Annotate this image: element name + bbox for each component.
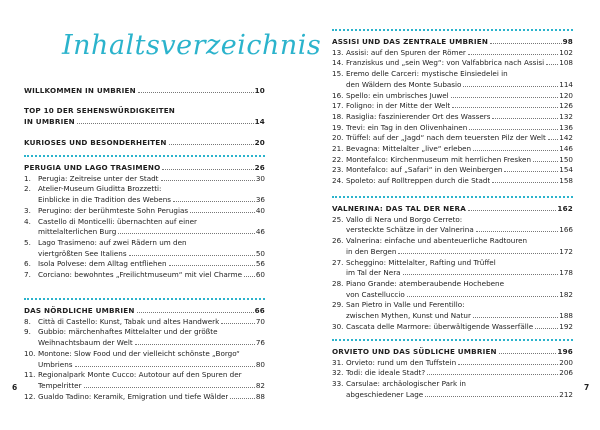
entry-title: mittelalterlichen Burg	[38, 227, 117, 237]
entry-page: 70	[255, 316, 265, 326]
entry-number: 18.	[332, 111, 344, 121]
toc-entry	[332, 80, 573, 91]
toc-entry	[332, 358, 573, 369]
toc-entry	[332, 165, 573, 176]
entry-text	[332, 390, 423, 401]
entry-page: 80	[255, 359, 265, 369]
entry-page: 178	[559, 268, 573, 278]
entry-title: Franziskus und „sein Weg“: von Valfabbrica nach Assisi	[346, 58, 545, 68]
entry-text	[332, 258, 496, 269]
toc-entry	[332, 290, 573, 301]
entry-number: 5.	[24, 237, 31, 247]
entry-page: 162	[557, 204, 573, 213]
dot-leader	[546, 64, 558, 65]
entry-page: 114	[559, 79, 573, 89]
dot-leader	[77, 123, 254, 124]
entry-page: 60	[255, 270, 265, 280]
entry-text	[24, 317, 219, 328]
entry-title: Assisi: auf den Spuren der Römer	[346, 47, 466, 57]
entry-text	[24, 184, 161, 195]
dot-leader	[129, 255, 255, 256]
section-separator	[332, 29, 573, 31]
entry-number: 28.	[332, 278, 344, 288]
entry-text	[24, 217, 197, 228]
entry-page: 76	[255, 338, 265, 348]
entry-text	[332, 215, 462, 226]
entry-title: WILLKOMMEN IN UMBRIEN	[24, 86, 136, 95]
entry-page: 126	[559, 101, 573, 111]
section-heading	[332, 204, 573, 215]
entry-number: 22.	[332, 154, 344, 164]
entry-text	[24, 327, 218, 338]
entry-page: 82	[255, 380, 265, 390]
entry-page: 182	[559, 289, 573, 299]
entry-page: 102	[559, 47, 573, 57]
entry-text	[24, 338, 133, 349]
entry-number: 1.	[24, 173, 31, 183]
entry-text	[332, 300, 465, 311]
entry-text	[332, 112, 490, 123]
toc-entry	[24, 270, 265, 281]
section-heading	[332, 347, 573, 358]
dot-leader	[458, 364, 558, 365]
entry-title: Tempelritter	[38, 380, 82, 390]
dot-leader	[499, 353, 557, 354]
entry-page: 196	[557, 347, 573, 356]
entry-title: Vallo di Nera und Borgo Cerreto:	[346, 214, 463, 224]
entry-title: Piano Grande: atemberaubende Hochebene	[346, 278, 505, 288]
entry-page: 30	[255, 173, 265, 183]
entry-text	[332, 279, 504, 290]
entry-title: von Castelluccio	[346, 289, 405, 299]
entry-title: abgeschiedener Lage	[346, 389, 424, 399]
entry-page: 120	[559, 90, 573, 100]
toc-entry	[24, 327, 265, 338]
dot-leader	[473, 150, 558, 151]
entry-text	[24, 381, 82, 392]
entry-page: 14	[254, 116, 265, 126]
toc-entry	[332, 247, 573, 258]
toc-entry	[332, 48, 573, 59]
entry-text	[332, 58, 544, 69]
entry-text	[332, 69, 508, 80]
entry-title: den Wäldern des Monte Subasio	[346, 79, 462, 89]
toc-entry	[332, 176, 573, 187]
entry-text	[24, 360, 73, 371]
entry-text	[332, 123, 467, 134]
toc-entry	[332, 155, 573, 166]
entry-page: 26	[254, 163, 265, 172]
entry-text	[332, 91, 449, 102]
entry-title: Orvieto: rund um den Tuffstein	[346, 357, 457, 367]
entry-title: Weihnachtsbaum der Welt	[38, 338, 133, 348]
dot-leader	[169, 144, 254, 145]
section-heading	[332, 37, 573, 48]
entry-page: 150	[559, 154, 573, 164]
toc-entry	[332, 279, 573, 290]
entry-number: 15.	[332, 69, 344, 79]
entry-title: Atelier-Museum Giuditta Brozzetti:	[38, 184, 162, 194]
section-separator	[332, 339, 573, 341]
dot-leader	[118, 233, 255, 234]
entry-title: zwischen Mythen, Kunst und Natur	[346, 311, 471, 321]
section-separator	[332, 196, 573, 198]
entry-text	[332, 268, 401, 279]
dot-leader	[490, 43, 562, 44]
entry-number: 10.	[24, 348, 36, 358]
entry-number: 8.	[24, 316, 31, 326]
entry-number: 13.	[332, 47, 344, 57]
toc-entry	[332, 58, 573, 69]
toc-entry	[332, 300, 573, 311]
entry-title: Perugino: der berühmteste Sohn Perugias	[38, 205, 189, 215]
entry-text	[24, 349, 240, 360]
entry-number: 14.	[332, 58, 344, 68]
entry-title: IN UMBRIEN	[24, 116, 75, 126]
entry-text	[24, 259, 167, 270]
toc-entry	[332, 311, 573, 322]
entry-title: ORVIETO UND DAS SÜDLICHE UMBRIEN	[332, 347, 497, 356]
dot-leader	[137, 312, 254, 313]
entry-title: Umbriens	[38, 359, 73, 369]
entry-title: TOP 10 DER SEHENSWÜRDIGKEITEN	[24, 106, 176, 115]
entry-title: Perugia: Zeitreise unter der Stadt	[38, 173, 159, 183]
toc-entry	[24, 259, 265, 270]
entry-text	[24, 163, 160, 174]
toc-entry	[24, 174, 265, 185]
entry-number: 25.	[332, 214, 344, 224]
entry-text	[24, 227, 116, 238]
entry-text	[24, 238, 187, 249]
entry-text	[332, 133, 546, 144]
dot-leader	[535, 328, 558, 329]
entry-title: viertgrößten See Italiens	[38, 248, 127, 258]
entry-number: 4.	[24, 216, 31, 226]
toc-entry	[332, 123, 573, 134]
toc-entry	[332, 144, 573, 155]
entry-page: 56	[255, 259, 265, 269]
entry-page: 146	[559, 144, 573, 154]
entry-text	[24, 392, 228, 403]
entry-title: Todi: die ideale Stadt?	[346, 368, 426, 378]
entry-text	[24, 117, 75, 128]
entry-title: Carsulae: archäologischer Park in	[346, 379, 466, 389]
toc-entry	[24, 217, 265, 228]
entry-title: ASSISI UND DAS ZENTRALE UMBRIEN	[332, 37, 489, 46]
entry-title: Isola Polvese: dem Alltag entfliehen	[38, 259, 167, 269]
section-perugia	[24, 155, 265, 281]
dot-leader	[427, 374, 558, 375]
entry-title: Montefalco: auf „Safari“ in den Weinbergen	[346, 165, 503, 175]
entry-page: 50	[255, 248, 265, 258]
entry-text	[332, 155, 531, 166]
entry-number: 6.	[24, 259, 31, 269]
entry-title: Castello di Monticelli: übernachten auf einer	[38, 216, 198, 226]
entry-page: 212	[559, 389, 573, 399]
dot-leader	[221, 323, 255, 324]
entry-page: 10	[254, 86, 265, 95]
entry-page: 142	[559, 133, 573, 143]
entry-page: 108	[559, 58, 573, 68]
section-separator	[24, 155, 265, 157]
entry-title: Rasiglia: faszinierender Ort des Wassers	[346, 111, 491, 121]
toc-entry	[332, 215, 573, 226]
entry-text	[24, 270, 242, 281]
entry-number: 12.	[24, 391, 36, 401]
entry-page: 98	[562, 37, 573, 46]
entry-title: PERUGIA UND LAGO TRASIMENO	[24, 163, 161, 172]
page-number-right: 7	[584, 383, 590, 392]
entry-page: 36	[255, 195, 265, 205]
dot-leader	[463, 86, 558, 87]
entry-page: 192	[559, 321, 573, 331]
entry-text	[332, 347, 497, 358]
entry-text	[332, 101, 450, 112]
entry-title: Scheggino: Mittelalter, Rafting und Trüffel	[346, 257, 496, 267]
toc-entry	[332, 101, 573, 112]
entry-text	[332, 379, 466, 390]
dot-leader	[469, 129, 558, 130]
dot-leader	[504, 171, 558, 172]
toc-entry	[24, 317, 265, 328]
entry-title: Gubbio: märchenhaftes Mittelalter und der größte	[38, 327, 218, 337]
entry-page: 46	[255, 227, 265, 237]
toc-title: Inhaltsverzeichnis	[62, 30, 322, 61]
toc-entry	[24, 360, 265, 371]
dot-leader	[190, 212, 255, 213]
toc-entry	[24, 249, 265, 260]
entry-title: im Tal der Nera	[346, 268, 401, 278]
entry-number: 20.	[332, 133, 344, 143]
entry-text	[332, 80, 461, 91]
entry-text	[332, 358, 456, 369]
section-separator	[24, 298, 265, 300]
entry-number: 24.	[332, 176, 344, 186]
dot-leader	[169, 265, 255, 266]
dot-leader	[407, 296, 559, 297]
entry-title: Corciano: bewohntes „Freilichtmuseum“ mit viel Charme	[38, 270, 243, 280]
dot-leader	[548, 139, 558, 140]
dot-leader	[162, 169, 253, 170]
entry-title: Bevagna: Mittelalter „live“ erleben	[346, 144, 472, 154]
entry-text	[24, 174, 159, 185]
section-heading	[24, 117, 265, 128]
dot-leader	[403, 274, 559, 275]
toc-entry	[332, 322, 573, 333]
entry-title: Regionalpark Monte Cucco: Autotour auf den Spuren der	[38, 370, 242, 380]
dot-leader	[398, 253, 558, 254]
dot-leader	[244, 276, 255, 277]
toc-entry	[24, 238, 265, 249]
entry-text	[332, 290, 405, 301]
entry-title: versteckte Schätze in der Valnerina	[346, 225, 474, 235]
toc-entry	[24, 184, 265, 195]
toc-entry	[332, 225, 573, 236]
section-orvieto	[332, 339, 573, 401]
entry-title: Trüffel: auf der „Jagd“ nach dem teuersten Pilz der Welt	[346, 133, 546, 143]
entry-number: 21.	[332, 144, 344, 154]
section-heading	[24, 106, 265, 117]
section-valnerina	[332, 196, 573, 332]
entry-text	[24, 206, 188, 217]
section-heading	[24, 86, 265, 97]
section-heading	[24, 138, 265, 149]
entry-title: San Pietro in Valle und Ferentillo:	[346, 300, 465, 310]
entry-number: 11.	[24, 370, 36, 380]
entry-number: 31.	[332, 357, 344, 367]
entry-title: Montone: Slow Food und der vielleicht schönste „Borgo“	[38, 348, 240, 358]
entry-text	[24, 306, 135, 317]
entry-title: in den Bergen	[346, 246, 397, 256]
section-heading	[24, 306, 265, 317]
toc-entry	[332, 258, 573, 269]
toc-entry	[24, 349, 265, 360]
dot-leader	[473, 317, 558, 318]
toc-entry	[24, 381, 265, 392]
entry-page: 20	[254, 138, 265, 147]
dot-leader	[533, 161, 558, 162]
entry-number: 9.	[24, 327, 31, 337]
toc-entry	[332, 390, 573, 401]
entry-text	[332, 165, 502, 176]
entry-number: 2.	[24, 184, 31, 194]
entry-page: 40	[255, 205, 265, 215]
entry-page: 66	[254, 306, 265, 315]
entry-number: 7.	[24, 270, 31, 280]
entry-title: Cascata delle Marmore: überwältigende Wasserfälle	[346, 321, 534, 331]
dot-leader	[84, 387, 255, 388]
entry-text	[332, 48, 466, 59]
dot-leader	[452, 107, 558, 108]
section-norden	[24, 298, 265, 402]
toc-entry	[24, 392, 265, 403]
entry-title: Lago Trasimeno: auf zwei Rädern um den	[38, 237, 187, 247]
entry-title: Einblicke in die Tradition des Webens	[38, 195, 172, 205]
dot-leader	[476, 231, 559, 232]
entry-title: Spello: ein umbrisches Juwel	[346, 90, 449, 100]
entry-text	[24, 195, 171, 206]
entry-title: VALNERINA: DAS TAL DER NERA	[332, 204, 466, 213]
entry-number: 23.	[332, 165, 344, 175]
entry-page: 188	[559, 311, 573, 321]
entry-title: Montefalco: Kirchenmuseum mit herrlichen Fresken	[346, 154, 532, 164]
entry-page: 166	[559, 225, 573, 235]
entry-text	[332, 176, 490, 187]
entry-number: 33.	[332, 379, 344, 389]
entry-text	[24, 86, 136, 97]
entry-page: 154	[559, 165, 573, 175]
toc-entry	[332, 236, 573, 247]
entry-number: 19.	[332, 122, 344, 132]
entry-text	[332, 247, 396, 258]
toc-entry	[332, 368, 573, 379]
toc-entry	[24, 206, 265, 217]
dot-leader	[230, 398, 254, 399]
dot-leader	[492, 182, 558, 183]
entry-title: Foligno: in der Mitte der Welt	[346, 101, 451, 111]
entry-text	[332, 322, 533, 333]
toc-entry	[24, 227, 265, 238]
entry-text	[24, 249, 127, 260]
entry-text	[332, 368, 425, 379]
entry-title: Valnerina: einfache und abenteuerliche Radtouren	[346, 236, 528, 246]
entry-page: 172	[559, 246, 573, 256]
toc-entry	[332, 133, 573, 144]
toc-entry	[332, 379, 573, 390]
toc-entry	[332, 112, 573, 123]
entry-number: 26.	[332, 236, 344, 246]
dot-leader	[138, 92, 254, 93]
entry-text	[332, 144, 471, 155]
entry-page: 136	[559, 122, 573, 132]
toc-entry	[332, 268, 573, 279]
entry-number: 30.	[332, 321, 344, 331]
dot-leader	[135, 344, 255, 345]
section-assisi	[332, 29, 573, 187]
toc-entry	[332, 69, 573, 80]
dot-leader	[161, 180, 255, 181]
dot-leader	[468, 210, 556, 211]
entry-text	[332, 204, 466, 215]
entry-number: 3.	[24, 205, 31, 215]
entry-text	[332, 225, 474, 236]
entry-page: 158	[559, 176, 573, 186]
entry-number: 17.	[332, 101, 344, 111]
entry-number: 16.	[332, 90, 344, 100]
dot-leader	[451, 97, 559, 98]
entry-title: Spoleto: auf Rolltreppen durch die Stadt	[346, 176, 491, 186]
entry-number: 32.	[332, 368, 344, 378]
entry-title: Città di Castello: Kunst, Tabak und altes Handwerk	[38, 316, 220, 326]
entry-title: Eremo delle Carceri: mystische Einsiedelei in	[346, 69, 508, 79]
entry-text	[332, 311, 471, 322]
toc-entry	[24, 195, 265, 206]
entry-page: 132	[559, 111, 573, 121]
section-heading	[24, 163, 265, 174]
entry-title: Gualdo Tadino: Keramik, Emigration und tiefe Wälder	[38, 391, 229, 401]
page-number-left: 6	[12, 383, 18, 392]
dot-leader	[468, 54, 558, 55]
toc-entry	[24, 338, 265, 349]
entry-number: 29.	[332, 300, 344, 310]
dot-leader	[75, 366, 255, 367]
entry-number: 27.	[332, 257, 344, 267]
entry-title: Trevi: ein Tag in den Olivenhainen	[346, 122, 468, 132]
dot-leader	[425, 396, 558, 397]
toc-entry	[24, 370, 265, 381]
entry-title: DAS NÖRDLICHE UMBRIEN	[24, 306, 135, 315]
entry-page: 200	[559, 357, 573, 367]
entry-text	[332, 236, 527, 247]
entry-text	[24, 138, 167, 149]
dot-leader	[173, 201, 255, 202]
entry-text	[332, 37, 488, 48]
dot-leader	[492, 118, 558, 119]
entry-page: 88	[255, 391, 265, 401]
entry-title: KURIOSES UND BESONDERHEITEN	[24, 138, 167, 147]
toc-entry	[332, 91, 573, 102]
entry-page: 206	[559, 368, 573, 378]
entry-text	[24, 370, 242, 381]
entry-text	[24, 106, 175, 117]
